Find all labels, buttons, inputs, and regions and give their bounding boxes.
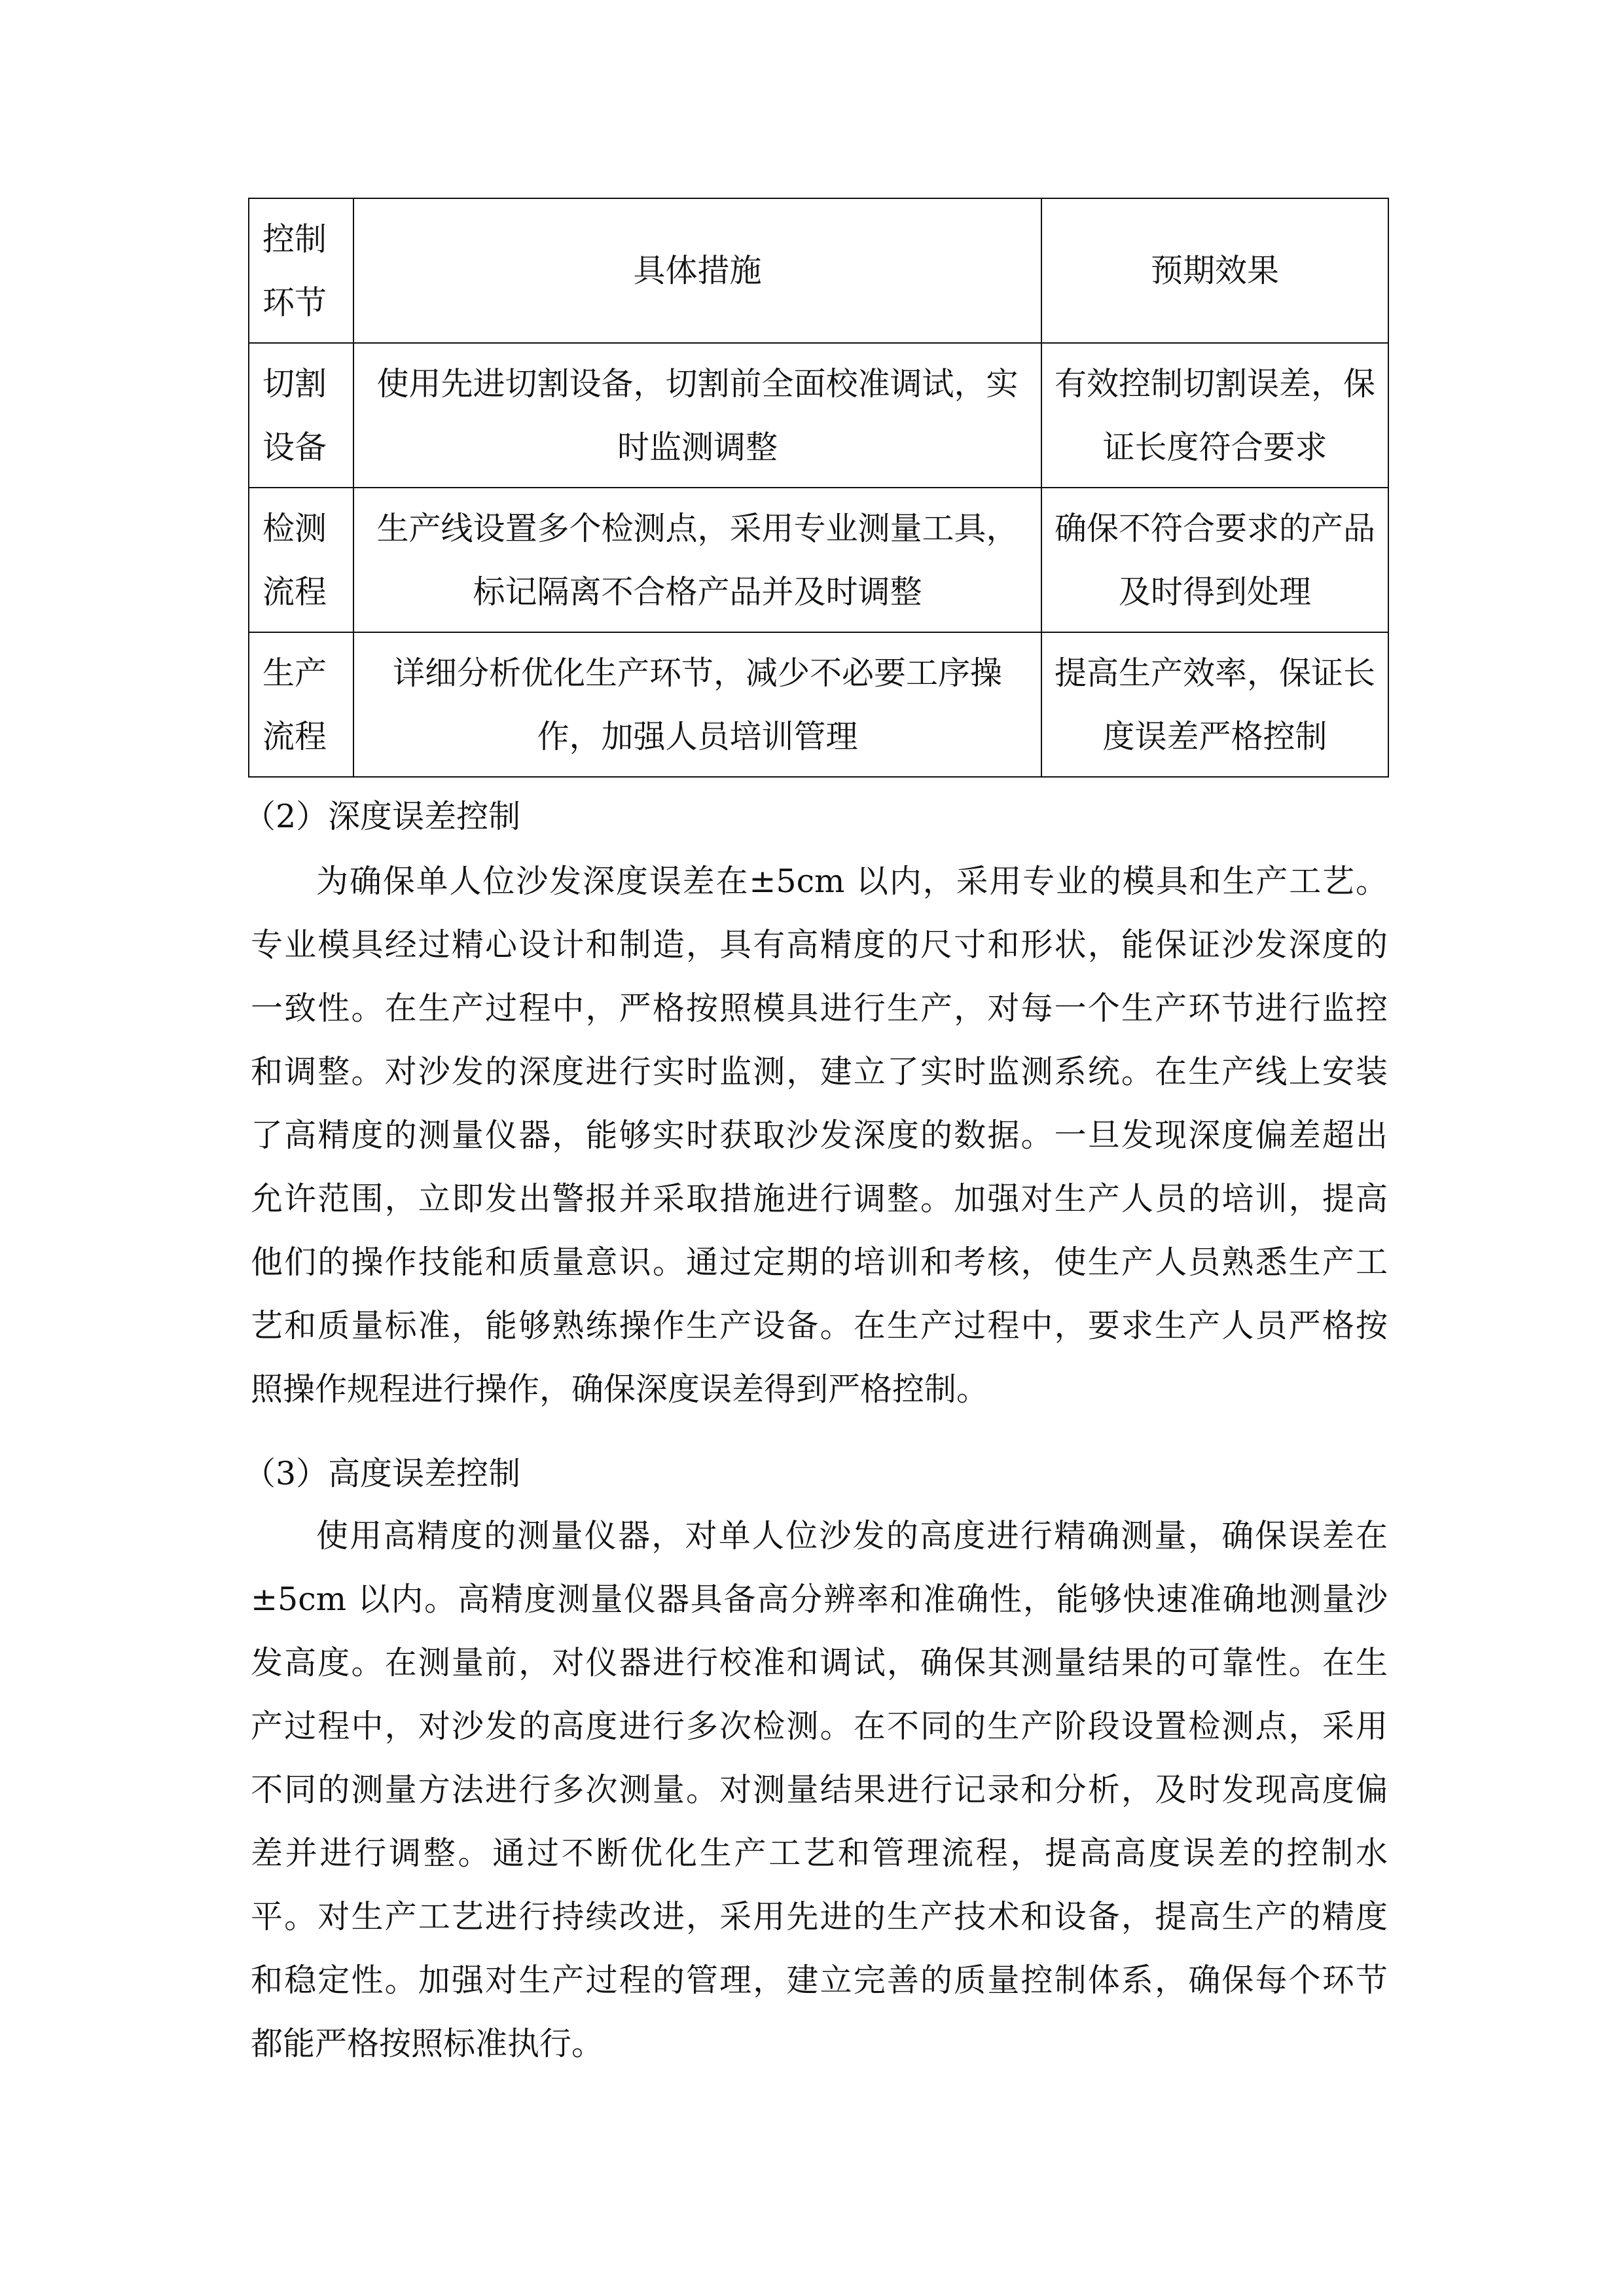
stage-cell xyxy=(249,343,353,488)
section-heading-height: （3）高度误差控制 xyxy=(244,1455,521,1492)
effect-cell xyxy=(1041,632,1388,777)
paragraph-line: 使用高精度的测量仪器，对单人位沙发的高度进行精确测量，确保误差在 xyxy=(316,1517,1388,1554)
cell-line: 使用先进切割设备，切割前全面校准调试，实 xyxy=(376,365,1019,403)
paragraph-line: 专业模具经过精心设计和制造，具有高精度的尺寸和形状，能保证沙发深度的 xyxy=(251,926,1388,963)
paragraph-line: 和稳定性。加强对生产过程的管理，建立完善的质量控制体系，确保每个环节 xyxy=(251,1962,1388,1999)
measures-cell xyxy=(353,632,1041,777)
cell-line: 生产线设置多个检测点，采用专业测量工具， xyxy=(376,509,1019,547)
cell-line: 作，加强人员培训管理 xyxy=(537,717,858,755)
paragraph-height-control xyxy=(251,1504,1388,2075)
cell-line: 流程 xyxy=(262,573,327,611)
paragraph-line: 为确保单人位沙发深度误差在±5cm 以内，采用专业的模具和生产工艺。 xyxy=(316,863,1388,900)
cell-line: 设备 xyxy=(262,428,327,466)
control-measures-table xyxy=(248,198,1389,778)
cell-line: 提高生产效率，保证长 xyxy=(1054,654,1375,692)
paragraph-line: 允许范围，立即发出警报并采取措施进行调整。加强对生产人员的培训，提高 xyxy=(251,1180,1388,1217)
paragraph-line: 发高度。在测量前，对仪器进行校准和调试，确保其测量结果的可靠性。在生 xyxy=(251,1644,1388,1681)
paragraph-line: 艺和质量标准，能够熟练操作生产设备。在生产过程中，要求生产人员严格按 xyxy=(251,1307,1388,1344)
cell-line: 及时得到处理 xyxy=(1118,573,1311,611)
cell-line: 生产 xyxy=(262,654,327,692)
table-row xyxy=(249,488,1388,632)
table-row xyxy=(249,343,1388,488)
cell-line: 流程 xyxy=(262,717,327,755)
stage-cell xyxy=(249,632,353,777)
cell-line: 控制 xyxy=(262,220,327,258)
paragraph-line: 产过程中，对沙发的高度进行多次检测。在不同的生产阶段设置检测点，采用 xyxy=(251,1708,1388,1745)
paragraph-depth-control xyxy=(251,850,1388,1421)
header-cell-stage xyxy=(249,198,353,343)
table-header-row xyxy=(249,198,1388,343)
cell-line: 检测 xyxy=(262,509,327,547)
cell-line: 详细分析优化生产环节，减少不必要工序操 xyxy=(392,654,1002,692)
cell-line: 有效控制切割误差，保 xyxy=(1054,365,1375,403)
effect-cell xyxy=(1041,343,1388,488)
cell-line: 具体措施 xyxy=(633,252,762,289)
cell-line: 时监测调整 xyxy=(617,428,778,466)
cell-line: 确保不符合要求的产品 xyxy=(1054,509,1375,547)
cell-line: 标记隔离不合格产品并及时调整 xyxy=(473,573,922,611)
paragraph-line: ±5cm 以内。高精度测量仪器具备高分辨率和准确性，能够快速准确地测量沙 xyxy=(251,1581,1388,1618)
paragraph-line: 他们的操作技能和质量意识。通过定期的培训和考核，使生产人员熟悉生产工 xyxy=(251,1244,1388,1281)
paragraph-line: 都能严格按照标准执行。 xyxy=(251,2025,604,2062)
paragraph-line: 一致性。在生产过程中，严格按照模具进行生产，对每一个生产环节进行监控 xyxy=(251,990,1388,1027)
stage-cell xyxy=(249,488,353,632)
cell-line: 证长度符合要求 xyxy=(1102,428,1327,466)
paragraph-line: 差并进行调整。通过不断优化生产工艺和管理流程，提高高度误差的控制水 xyxy=(251,1835,1388,1872)
paragraph-line: 平。对生产工艺进行持续改进，采用先进的生产技术和设备，提高生产的精度 xyxy=(251,1898,1388,1935)
paragraph-line: 和调整。对沙发的深度进行实时监测，建立了实时监测系统。在生产线上安装 xyxy=(251,1053,1388,1090)
paragraph-line: 不同的测量方法进行多次测量。对测量结果进行记录和分析，及时发现高度偏 xyxy=(251,1771,1388,1808)
effect-cell xyxy=(1041,488,1388,632)
cell-line: 预期效果 xyxy=(1150,252,1279,289)
cell-line: 切割 xyxy=(262,365,327,403)
paragraph-line: 了高精度的测量仪器，能够实时获取沙发深度的数据。一旦发现深度偏差超出 xyxy=(251,1117,1388,1154)
header-cell-measures xyxy=(353,198,1041,343)
header-cell-effect xyxy=(1041,198,1388,343)
cell-line: 环节 xyxy=(262,283,327,321)
paragraph-line: 照操作规程进行操作，确保深度误差得到严格控制。 xyxy=(251,1371,989,1408)
measures-cell xyxy=(353,488,1041,632)
cell-line: 度误差严格控制 xyxy=(1102,717,1327,755)
measures-cell xyxy=(353,343,1041,488)
section-heading-depth: （2）深度误差控制 xyxy=(244,798,521,835)
table-row xyxy=(249,632,1388,777)
